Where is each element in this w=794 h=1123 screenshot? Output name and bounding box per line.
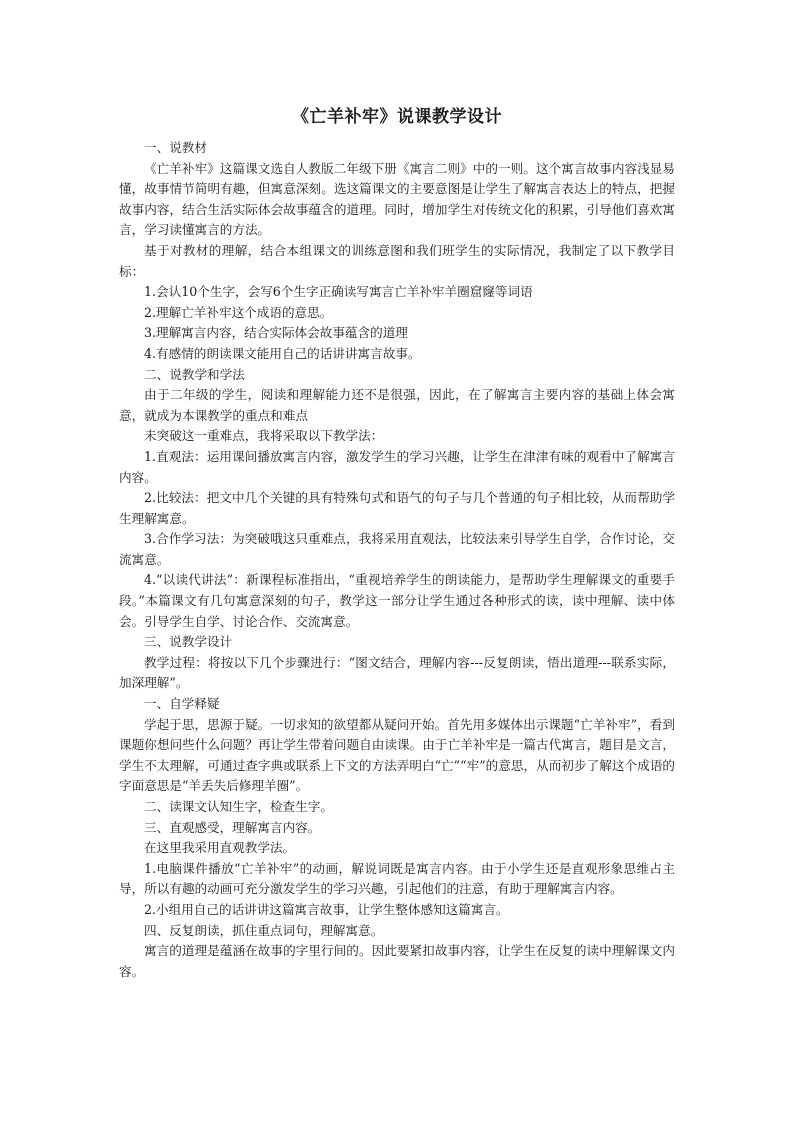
document-body xyxy=(119,138,675,982)
paragraph-text: 学起于思，思源于疑。一切求知的欲望都从疑问开始。首先用多媒体出示课题“亡羊补牢”，看到课题你想问些什么问题？再让学生带着问题自由读课。由于亡羊补牢是一篇古代寓言，题目是文言，学生不太理解，可通过查字典或联系上下文的方法弄明白“亡”“牢”的意思，从而初步了解这个成语的字面意思是“羊丢失后修理羊圈”。 xyxy=(119,716,675,794)
heading-section-3: 三、说教学设计 xyxy=(144,634,233,650)
document-title: 《亡羊补牢》说课教学设计 xyxy=(292,107,502,127)
step-heading-3: 三、直观感受，理解寓言内容。 xyxy=(144,819,321,835)
method-item-3: 3.合作学习法：为突破哦这只重难点，我将采用直观法，比较法来引导学生自学，合作讨论，交流寓意。 xyxy=(119,531,675,567)
paragraph-text: 寓言的道理是蕴涵在故事的字里行间的。因此要紧扣故事内容，让学生在反复的读中理解课文内容。 xyxy=(119,943,675,979)
goal-item-1: 1.会认10个生字，会写6个生字正确读写寓言亡羊补牢羊圈窟窿等词语 xyxy=(144,284,533,300)
step-heading-2: 二、读课文认知生字，检查生字。 xyxy=(144,799,333,814)
heading-section-2: 二、说教学和学法 xyxy=(144,366,245,382)
heading-section-1: 一、说教材 xyxy=(144,140,207,155)
paragraph-text: 由于二年级的学生，阅读和理解能力还不是很强，因此，在了解寓言主要内容的基础上体会寓意，就成为本课教学的重点和难点 xyxy=(119,387,675,423)
paragraph-text: 《亡羊补牢》这篇课文选自人教版二年级下册《寓言二则》中的一则。这个寓言故事内容浅显易懂，故事情节简明有趣，但寓意深刻。选这篇课文的主要意图是让学生了解寓言表达上的特点，把握故事内容，结合生活实际体会故事蕴含的道理。同时，增加学生对传统文化的积累，引导他们喜欢寓言，学习读懂寓言的方法。 xyxy=(119,160,675,238)
method-item-2: 2.比较法：把文中几个关键的具有特殊句式和语气的句子与几个普通的句子相比较，从而帮助学生理解寓意。 xyxy=(119,490,675,526)
method-item-1: 1.直观法：运用课间播放寓言内容，激发学生的学习兴趣，让学生在津津有味的观看中了解寓言内容。 xyxy=(119,448,675,485)
step-heading-1: 一、自学释疑 xyxy=(144,696,220,712)
goal-item-4: 4.有感情的朗读课文能用自己的话讲讲寓言故事。 xyxy=(144,345,421,361)
paragraph-text: 在这里我采用直观教学法。 xyxy=(144,840,296,856)
goal-item-3: 3.理解寓言内容，结合实际体会故事蕴含的道理 xyxy=(144,325,408,341)
paragraph-text: 基于对教材的理解，结合本组课文的训练意图和我们班学生的实际情况，我制定了以下教学目标： xyxy=(119,242,675,279)
step-item-1: 1.电脑课件播放“亡羊补牢”的动画，解说词既是寓言内容。由于小学生还是直观形象思维占主导，所以有趣的动画可充分激发学生的学习兴趣，引起他们的注意，有助于理解寓言内容。 xyxy=(119,860,675,897)
goal-item-2: 2.理解亡羊补牢这个成语的意思。 xyxy=(144,304,333,320)
step-item-2: 2.小组用自己的话讲讲这篇寓言故事，让学生整体感知这篇寓言。 xyxy=(144,901,509,917)
paragraph-text: 教学过程：将按以下几个步骤进行：“图文结合，理解内容---反复朗读，悟出道理---联系实际，加深理解”。 xyxy=(119,654,675,691)
method-item-4: 4.“以读代讲法”：新课程标准指出，“重视培养学生的朗读能力，是帮助学生理解课文的重要手段。”本篇课文有几句寓意深刻的句子，教学这一部分让学生通过各种形式的读，读中理解、读中体会。引导学生自学、讨论合作、交流寓意。 xyxy=(119,572,675,629)
step-heading-4: 四、反复朗读，抓住重点词句，理解寓意。 xyxy=(144,922,384,938)
paragraph-text: 未突破这一重难点，我将采取以下教学法： xyxy=(144,428,384,444)
